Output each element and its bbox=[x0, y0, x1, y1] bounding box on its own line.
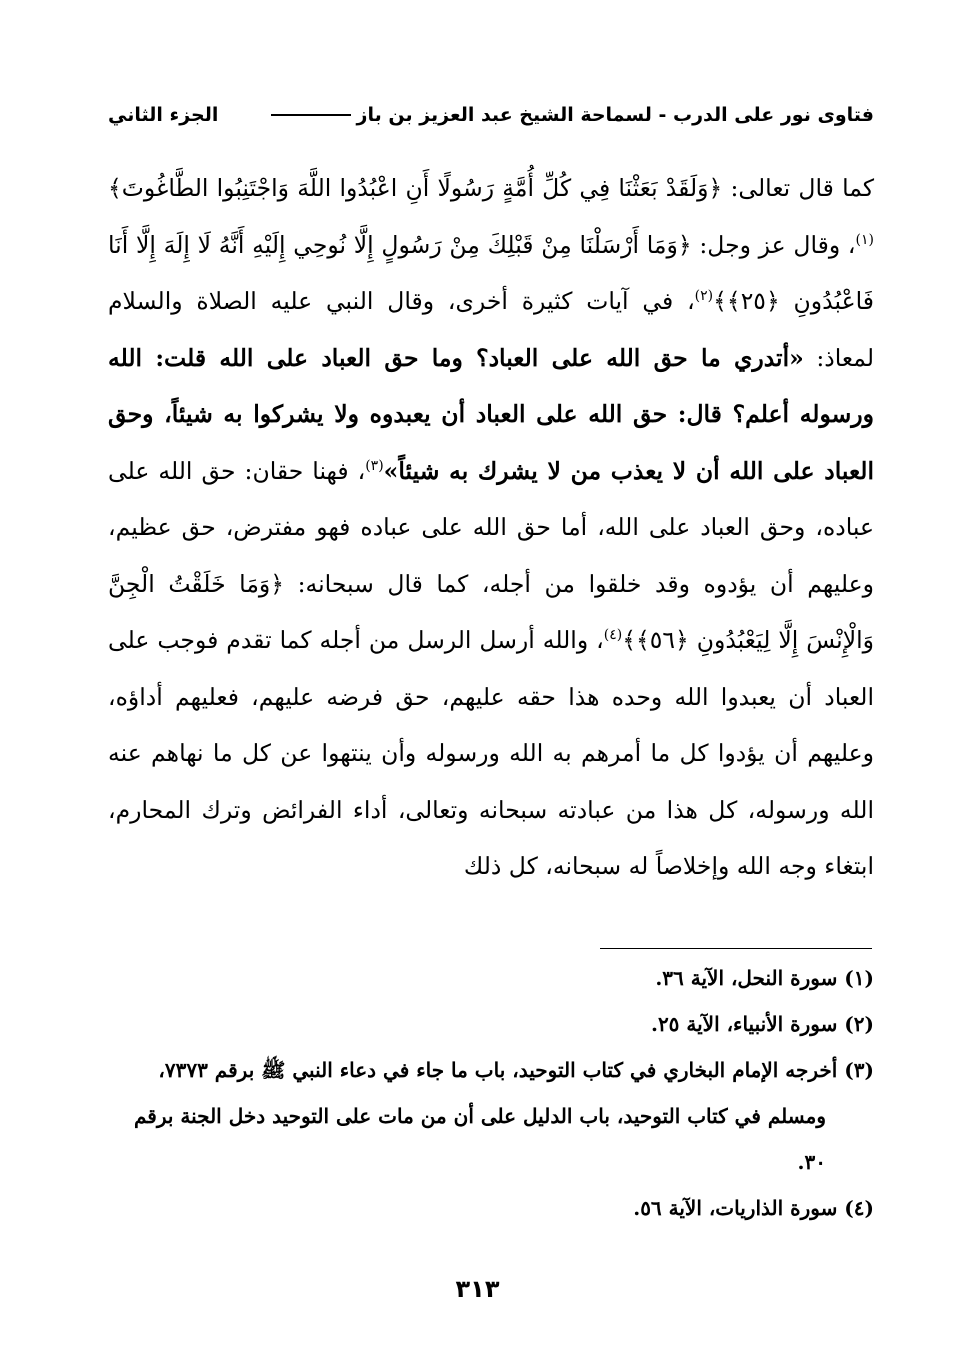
header-volume: الجزء الثاني bbox=[108, 104, 219, 126]
hadith-quote: «أتدري ما حق الله على العباد؟ وما حق العباد على الله قلت: الله ورسوله أعلم؟ قال: حق الله على العباد أن يعبدوه ولا يشركوا به شيئاً، وحق العباد على الله أن لا يعذب من لا يشرك به شيئاً» bbox=[108, 343, 874, 485]
page-number: ٣١٣ bbox=[455, 1275, 500, 1303]
main-paragraph bbox=[108, 160, 874, 895]
footnote-1: (١) سورة النحل، الآية ٣٦. bbox=[655, 966, 874, 990]
footnote-ref: (٣) bbox=[365, 457, 384, 474]
header-book-title: فتاوى نور على الدرب - لسماحة الشيخ عبد العزيز بن باز bbox=[356, 104, 874, 126]
footnote-separator bbox=[600, 948, 872, 949]
quran-verse: ﴿وَلَقَدْ بَعَثْنَا فِي كُلِّ أُمَّةٍ رَسُولًا أَنِ اعْبُدُوا اللَّهَ وَاجْتَنِبُوا الطَّاغُوتَ﴾ bbox=[108, 174, 723, 202]
footnote-ref: (١) bbox=[855, 231, 874, 248]
footnote-2: (٢) سورة الأنبياء، الآية ٢٥. bbox=[650, 1012, 874, 1036]
quran-verse: ﴿وَمَا خَلَقْتُ الْجِنَّ وَالْإِنْسَ إِلَّا لِيَعْبُدُونِ ﴿٥٦﴾﴾ bbox=[108, 569, 875, 654]
footnote-3: (٣) أخرجه الإمام البخاري في كتاب التوحيد، باب ما جاء في دعاء النبي ﷺ برقم ٧٣٧٣، ومسلم في كتاب التوحيد، باب الدليل على أن من مات على التوحيد دخل الجنة برقم ٣٠. bbox=[133, 1058, 874, 1174]
text-segment: ، فهنا حقان: حق الله على عباده، وحق العباد على الله، أما حق الله على عباده فهو مفترض، حق عظيم، وعليهم أن يؤدوه وقد خلقوا من أجله، كما قال سبحانه: bbox=[108, 456, 874, 598]
header-rule bbox=[271, 114, 351, 116]
footnote-ref: (٤) bbox=[603, 627, 623, 644]
running-header bbox=[108, 104, 874, 126]
text-segment: ، في آيات كثيرة أخرى، وقال النبي عليه الصلاة والسلام لمعاذ: bbox=[108, 287, 874, 372]
text-segment: ، والله أرسل الرسل من أجله كما تقدم فوجب على العباد أن يعبدوا الله وحده هذا حقه عليهم، حق فرضه عليهم، فعليهم أداؤه، وعليهم أن يؤدوا كل ما أمرهم به الله ورسوله وأن ينتهوا عن كل ما نهاهم عنه الله ورسوله، كل هذا من عبادته سبحانه وتعالى، أداء الفرائض وترك المحارم، ابتغاء وجه الله وإخلاصاً له سبحانه، كل ذلك bbox=[108, 626, 874, 880]
text-segment: كما قال تعالى: bbox=[722, 174, 875, 202]
main-text bbox=[108, 160, 874, 895]
footnotes bbox=[108, 955, 874, 1231]
quran-verse: ﴿وَمَا أَرْسَلْنَا مِنْ قَبْلِكَ مِنْ رَسُولٍ إِلَّا نُوحِي إِلَيْهِ أَنَّهُ لَا إِلَهَ إِلَّا أَنَا فَاعْبُدُونِ ﴿٢٥﴾﴾ bbox=[108, 230, 874, 315]
text-segment: ، وقال عز وجل: bbox=[691, 230, 856, 259]
footnote-ref: (٢) bbox=[694, 288, 714, 305]
footnote-4: (٤) سورة الذاريات، الآية ٥٦. bbox=[633, 1196, 874, 1220]
